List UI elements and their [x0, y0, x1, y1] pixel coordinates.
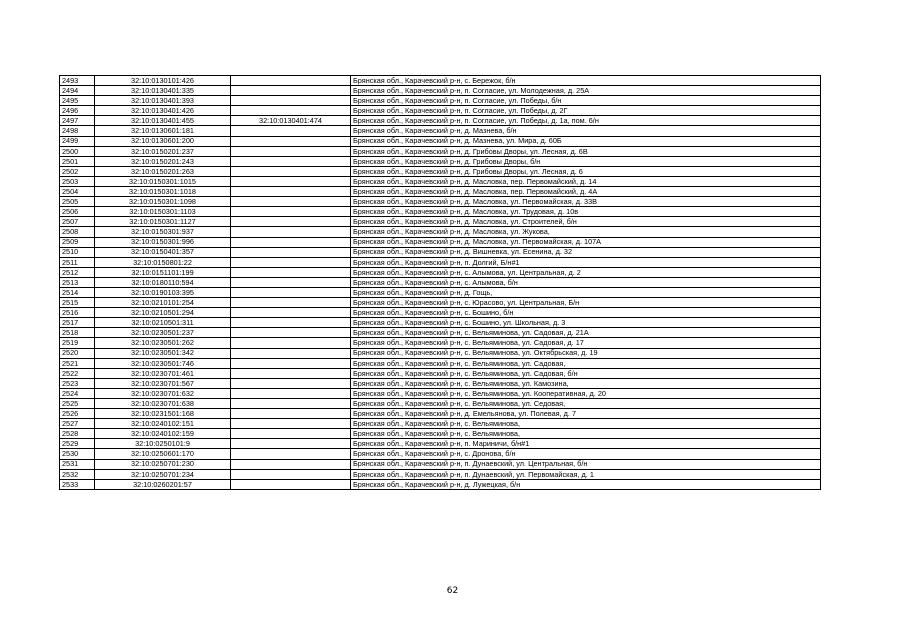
table-row [60, 409, 821, 419]
address-cell: Брянская обл., Карачевский р-н, д. Грибовы Дворы, ул. Лесная, д. 6 [351, 166, 821, 176]
table-row [60, 298, 821, 308]
row-number-cell: 2507 [60, 217, 95, 227]
table-row [60, 318, 821, 328]
row-number-cell: 2512 [60, 267, 95, 277]
linked-cadastral-number-cell [231, 86, 351, 96]
table-row [60, 126, 821, 136]
cadastral-number-cell: 32:10:0130401:393 [95, 96, 231, 106]
row-number-cell: 2505 [60, 197, 95, 207]
linked-cadastral-number-cell [231, 308, 351, 318]
cadastral-number-cell: 32:10:0250601:170 [95, 449, 231, 459]
linked-cadastral-number-cell [231, 348, 351, 358]
table-row [60, 146, 821, 156]
row-number-cell: 2525 [60, 399, 95, 409]
linked-cadastral-number-cell: 32:10:0130401:474 [231, 116, 351, 126]
row-number-cell: 2513 [60, 277, 95, 287]
row-number-cell: 2529 [60, 439, 95, 449]
address-cell: Брянская обл., Карачевский р-н, с. Вельяминова, [351, 429, 821, 439]
linked-cadastral-number-cell [231, 257, 351, 267]
cadastral-number-cell: 32:10:0130401:335 [95, 86, 231, 96]
address-cell: Брянская обл., Карачевский р-н, д. Масловка, пер. Первомайский, д. 4А [351, 187, 821, 197]
address-cell: Брянская обл., Карачевский р-н, с. Вельяминова, ул. Садовая, [351, 358, 821, 368]
linked-cadastral-number-cell [231, 479, 351, 489]
row-number-cell: 2530 [60, 449, 95, 459]
address-cell: Брянская обл., Карачевский р-н, с. Вельяминова, ул. Садовая, б/н [351, 368, 821, 378]
row-number-cell: 2520 [60, 348, 95, 358]
table-row [60, 187, 821, 197]
registry-table [59, 75, 821, 490]
cadastral-number-cell: 32:10:0230701:567 [95, 378, 231, 388]
cadastral-number-cell: 32:10:0250701:234 [95, 469, 231, 479]
row-number-cell: 2519 [60, 338, 95, 348]
address-cell: Брянская обл., Карачевский р-н, с. Вельяминова, ул. Садовая, д. 17 [351, 338, 821, 348]
row-number-cell: 2522 [60, 368, 95, 378]
table-row [60, 308, 821, 318]
table-row [60, 156, 821, 166]
row-number-cell: 2498 [60, 126, 95, 136]
cadastral-number-cell: 32:10:0230701:638 [95, 399, 231, 409]
table-row [60, 96, 821, 106]
row-number-cell: 2494 [60, 86, 95, 96]
linked-cadastral-number-cell [231, 166, 351, 176]
row-number-cell: 2509 [60, 237, 95, 247]
row-number-cell: 2518 [60, 328, 95, 338]
linked-cadastral-number-cell [231, 378, 351, 388]
cadastral-number-cell: 32:10:0240102:151 [95, 419, 231, 429]
cadastral-number-cell: 32:10:0150201:243 [95, 156, 231, 166]
address-cell: Брянская обл., Карачевский р-н, п. Дунаевский, ул. Центральная, б/н [351, 459, 821, 469]
linked-cadastral-number-cell [231, 146, 351, 156]
linked-cadastral-number-cell [231, 207, 351, 217]
address-cell: Брянская обл., Карачевский р-н, с. Дронова, б/н [351, 449, 821, 459]
cadastral-number-cell: 32:10:0230701:461 [95, 368, 231, 378]
linked-cadastral-number-cell [231, 399, 351, 409]
address-cell: Брянская обл., Карачевский р-н, с. Вельяминова, ул. Камозина, [351, 378, 821, 388]
row-number-cell: 2508 [60, 227, 95, 237]
cadastral-number-cell: 32:10:0150401:357 [95, 247, 231, 257]
linked-cadastral-number-cell [231, 449, 351, 459]
cadastral-number-cell: 32:10:0150301:996 [95, 237, 231, 247]
linked-cadastral-number-cell [231, 419, 351, 429]
linked-cadastral-number-cell [231, 187, 351, 197]
address-cell: Брянская обл., Карачевский р-н, с. Алымова, ул. Центральная, д. 2 [351, 267, 821, 277]
linked-cadastral-number-cell [231, 217, 351, 227]
table-row [60, 378, 821, 388]
row-number-cell: 2532 [60, 469, 95, 479]
page-number: 62 [446, 586, 459, 596]
linked-cadastral-number-cell [231, 388, 351, 398]
address-cell: Брянская обл., Карачевский р-н, п. Мариничи, б/н#1 [351, 439, 821, 449]
cadastral-number-cell: 32:10:0230501:746 [95, 358, 231, 368]
table-row [60, 116, 821, 126]
linked-cadastral-number-cell [231, 106, 351, 116]
cadastral-number-cell: 32:10:0150801:22 [95, 257, 231, 267]
cadastral-number-cell: 32:10:0260201:57 [95, 479, 231, 489]
cadastral-number-cell: 32:10:0150201:263 [95, 166, 231, 176]
table-row [60, 338, 821, 348]
row-number-cell: 2526 [60, 409, 95, 419]
row-number-cell: 2499 [60, 136, 95, 146]
row-number-cell: 2531 [60, 459, 95, 469]
cadastral-number-cell: 32:10:0150301:1098 [95, 197, 231, 207]
linked-cadastral-number-cell [231, 267, 351, 277]
table-row [60, 237, 821, 247]
linked-cadastral-number-cell [231, 237, 351, 247]
cadastral-number-cell: 32:10:0150201:237 [95, 146, 231, 156]
table-row [60, 247, 821, 257]
address-cell: Брянская обл., Карачевский р-н, д. Грибовы Дворы, б/н [351, 156, 821, 166]
row-number-cell: 2500 [60, 146, 95, 156]
cadastral-number-cell: 32:10:0150301:937 [95, 227, 231, 237]
cadastral-number-cell: 32:10:0250701:230 [95, 459, 231, 469]
linked-cadastral-number-cell [231, 96, 351, 106]
address-cell: Брянская обл., Карачевский р-н, д. Мазнева, ул. Мира, д. 60Б [351, 136, 821, 146]
row-number-cell: 2514 [60, 287, 95, 297]
address-cell: Брянская обл., Карачевский р-н, с. Вельяминова, ул. Кооперативная, д. 20 [351, 388, 821, 398]
address-cell: Брянская обл., Карачевский р-н, д. Масловка, пер. Первомайский, д. 14 [351, 176, 821, 186]
table-row [60, 207, 821, 217]
table-row [60, 136, 821, 146]
table-row [60, 267, 821, 277]
table-row [60, 328, 821, 338]
address-cell: Брянская обл., Карачевский р-н, д. Масловка, ул. Первомайская, д. 107А [351, 237, 821, 247]
linked-cadastral-number-cell [231, 287, 351, 297]
cadastral-number-cell: 32:10:0180110:594 [95, 277, 231, 287]
cadastral-number-cell: 32:10:0130401:455 [95, 116, 231, 126]
address-cell: Брянская обл., Карачевский р-н, с. Бошино, ул. Школьная, д. 3 [351, 318, 821, 328]
address-cell: Брянская обл., Карачевский р-н, с. Бережок, б/н [351, 76, 821, 86]
address-cell: Брянская обл., Карачевский р-н, п. Согласие, ул. Победы, д. 1а, пом. 6/н [351, 116, 821, 126]
address-cell: Брянская обл., Карачевский р-н, д. Вишневка, ул. Есенина, д. 32 [351, 247, 821, 257]
row-number-cell: 2493 [60, 76, 95, 86]
cadastral-number-cell: 32:10:0210101:254 [95, 298, 231, 308]
row-number-cell: 2504 [60, 187, 95, 197]
cadastral-number-cell: 32:10:0151101:199 [95, 267, 231, 277]
row-number-cell: 2502 [60, 166, 95, 176]
linked-cadastral-number-cell [231, 459, 351, 469]
cadastral-number-cell: 32:10:0230701:632 [95, 388, 231, 398]
row-number-cell: 2497 [60, 116, 95, 126]
table-row [60, 257, 821, 267]
address-cell: Брянская обл., Карачевский р-н, д. Емельянова, ул. Полевая, д. 7 [351, 409, 821, 419]
address-cell: Брянская обл., Карачевский р-н, д. Масловка, ул. Первомайская, д. 33В [351, 197, 821, 207]
table-row [60, 429, 821, 439]
cadastral-number-cell: 32:10:0230501:342 [95, 348, 231, 358]
address-cell: Брянская обл., Карачевский р-н, п. Согласие, ул. Победы, б/н [351, 96, 821, 106]
table-row [60, 166, 821, 176]
linked-cadastral-number-cell [231, 227, 351, 237]
linked-cadastral-number-cell [231, 328, 351, 338]
table-row [60, 287, 821, 297]
address-cell: Брянская обл., Карачевский р-н, д. Масловка, ул. Жукова, [351, 227, 821, 237]
linked-cadastral-number-cell [231, 76, 351, 86]
row-number-cell: 2503 [60, 176, 95, 186]
cadastral-number-cell: 32:10:0130601:200 [95, 136, 231, 146]
row-number-cell: 2521 [60, 358, 95, 368]
cadastral-number-cell: 32:10:0150301:1103 [95, 207, 231, 217]
table-row [60, 449, 821, 459]
table-row [60, 217, 821, 227]
linked-cadastral-number-cell [231, 277, 351, 287]
cadastral-number-cell: 32:10:0150301:1015 [95, 176, 231, 186]
address-cell: Брянская обл., Карачевский р-н, с. Бошино, б/н [351, 308, 821, 318]
linked-cadastral-number-cell [231, 358, 351, 368]
address-cell: Брянская обл., Карачевский р-н, с. Вельяминова, ул. Октябрьская, д. 19 [351, 348, 821, 358]
table-row [60, 106, 821, 116]
linked-cadastral-number-cell [231, 247, 351, 257]
table-row [60, 419, 821, 429]
address-cell: Брянская обл., Карачевский р-н, с. Юрасово, ул. Центральная, Б/н [351, 298, 821, 308]
address-cell: Брянская обл., Карачевский р-н, д. Мазнева, б/н [351, 126, 821, 136]
cadastral-number-cell: 32:10:0130601:181 [95, 126, 231, 136]
linked-cadastral-number-cell [231, 338, 351, 348]
table-row [60, 469, 821, 479]
row-number-cell: 2501 [60, 156, 95, 166]
address-cell: Брянская обл., Карачевский р-н, с. Алымова, б/н [351, 277, 821, 287]
cadastral-number-cell: 32:10:0230501:237 [95, 328, 231, 338]
table-row [60, 86, 821, 96]
linked-cadastral-number-cell [231, 136, 351, 146]
table-row [60, 479, 821, 489]
row-number-cell: 2524 [60, 388, 95, 398]
address-cell: Брянская обл., Карачевский р-н, п. Долгий, Б/н#1 [351, 257, 821, 267]
row-number-cell: 2496 [60, 106, 95, 116]
address-cell: Брянская обл., Карачевский р-н, д. Масловка, ул. Строителей, б/н [351, 217, 821, 227]
row-number-cell: 2516 [60, 308, 95, 318]
table-row [60, 76, 821, 86]
row-number-cell: 2510 [60, 247, 95, 257]
table-row [60, 388, 821, 398]
address-cell: Брянская обл., Карачевский р-н, д. Грибовы Дворы, ул. Лесная, д. 6В [351, 146, 821, 156]
table-row [60, 277, 821, 287]
linked-cadastral-number-cell [231, 409, 351, 419]
row-number-cell: 2511 [60, 257, 95, 267]
cadastral-number-cell: 32:10:0210501:294 [95, 308, 231, 318]
address-cell: Брянская обл., Карачевский р-н, д. Гощь, [351, 287, 821, 297]
table-row [60, 439, 821, 449]
table-row [60, 197, 821, 207]
address-cell: Брянская обл., Карачевский р-н, с. Вельяминова, ул. Садовая, д. 21А [351, 328, 821, 338]
address-cell: Брянская обл., Карачевский р-н, с. Вельяминова, [351, 419, 821, 429]
cadastral-number-cell: 32:10:0230501:262 [95, 338, 231, 348]
row-number-cell: 2515 [60, 298, 95, 308]
address-cell: Брянская обл., Карачевский р-н, д. Лужецкая, б/н [351, 479, 821, 489]
row-number-cell: 2533 [60, 479, 95, 489]
address-cell: Брянская обл., Карачевский р-н, п. Согласие, ул. Молодежная, д. 25А [351, 86, 821, 96]
linked-cadastral-number-cell [231, 368, 351, 378]
linked-cadastral-number-cell [231, 469, 351, 479]
cadastral-number-cell: 32:10:0210501:311 [95, 318, 231, 328]
linked-cadastral-number-cell [231, 318, 351, 328]
row-number-cell: 2517 [60, 318, 95, 328]
linked-cadastral-number-cell [231, 156, 351, 166]
registry-table-body [60, 76, 821, 490]
address-cell: Брянская обл., Карачевский р-н, д. Масловка, ул. Трудовая, д. 10в [351, 207, 821, 217]
address-cell: Брянская обл., Карачевский р-н, п. Согласие, ул. Победы, д. 2Г [351, 106, 821, 116]
cadastral-number-cell: 32:10:0150301:1127 [95, 217, 231, 227]
linked-cadastral-number-cell [231, 176, 351, 186]
linked-cadastral-number-cell [231, 197, 351, 207]
linked-cadastral-number-cell [231, 298, 351, 308]
table-row [60, 368, 821, 378]
address-cell: Брянская обл., Карачевский р-н, п. Дунаевский, ул. Первомайская, д. 1 [351, 469, 821, 479]
cadastral-number-cell: 32:10:0150301:1018 [95, 187, 231, 197]
linked-cadastral-number-cell [231, 126, 351, 136]
cadastral-number-cell: 32:10:0130401:426 [95, 106, 231, 116]
cadastral-number-cell: 32:10:0130101:426 [95, 76, 231, 86]
row-number-cell: 2528 [60, 429, 95, 439]
address-cell: Брянская обл., Карачевский р-н, с. Вельяминова, ул. Седовая, [351, 399, 821, 409]
cadastral-number-cell: 32:10:0250101:9 [95, 439, 231, 449]
row-number-cell: 2523 [60, 378, 95, 388]
row-number-cell: 2527 [60, 419, 95, 429]
table-row [60, 358, 821, 368]
linked-cadastral-number-cell [231, 429, 351, 439]
table-row [60, 348, 821, 358]
row-number-cell: 2506 [60, 207, 95, 217]
cadastral-number-cell: 32:10:0240102:159 [95, 429, 231, 439]
cadastral-number-cell: 32:10:0231501:168 [95, 409, 231, 419]
table-row [60, 399, 821, 409]
row-number-cell: 2495 [60, 96, 95, 106]
table-row [60, 459, 821, 469]
linked-cadastral-number-cell [231, 439, 351, 449]
cadastral-number-cell: 32:10:0190103:395 [95, 287, 231, 297]
table-row [60, 227, 821, 237]
table-row [60, 176, 821, 186]
